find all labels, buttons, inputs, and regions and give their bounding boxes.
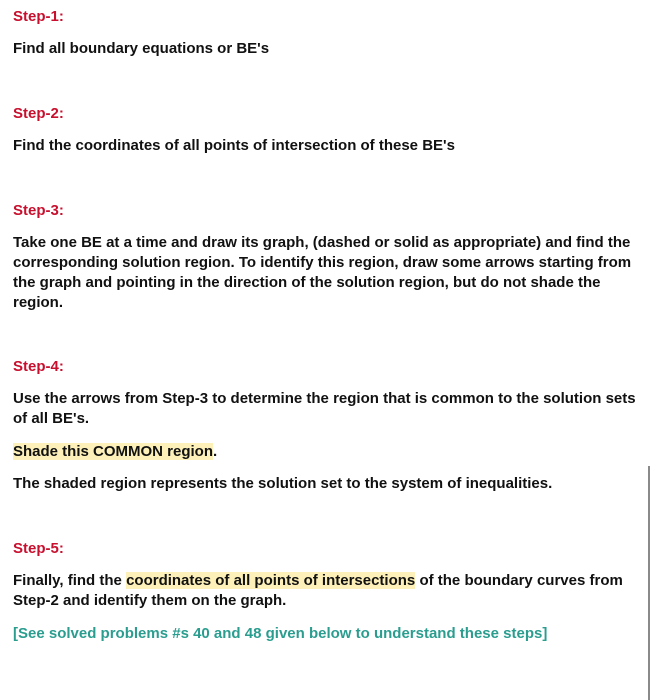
step-4-heading: Step-4: [13, 358, 64, 375]
right-edge-rule [648, 466, 650, 700]
step-4-shade-instruction [13, 442, 643, 462]
step-2-text: Find the coordinates of all points of intersection of these BE's [13, 137, 455, 154]
solved-problems-note: [See solved problems #s 40 and 48 given below to understand these steps] [13, 625, 548, 642]
step-1-heading: Step-1: [13, 8, 64, 25]
step-2-heading: Step-2: [13, 105, 64, 122]
step-4-text: Use the arrows from Step-3 to determine the region that is common to the solution sets of all BE's. [13, 390, 636, 427]
step-3-text: Take one BE at a time and draw its graph, (dashed or solid as appropriate) and find the corresponding solution region. To identify this region, draw some arrows starting from the graph and pointing in the direction of the solution region, but do not shade the region. [13, 234, 632, 311]
step-5-text-after: of the boundary curves from Step-2 and identify them on the graph. [13, 572, 623, 609]
shade-after: . [213, 443, 218, 460]
step-5-heading: Step-5: [13, 540, 64, 557]
intersections-highlight: coordinates of all points of intersections [126, 572, 416, 589]
step-4-result-text: The shaded region represents the solution set to the system of inequalities. [13, 475, 553, 492]
step-5-text-before: Finally, find the [13, 572, 127, 589]
step-5-text [13, 571, 643, 611]
step-3-heading: Step-3: [13, 202, 64, 219]
shade-highlight: Shade this COMMON region [13, 443, 214, 460]
step-1-text: Find all boundary equations or BE's [13, 40, 270, 57]
